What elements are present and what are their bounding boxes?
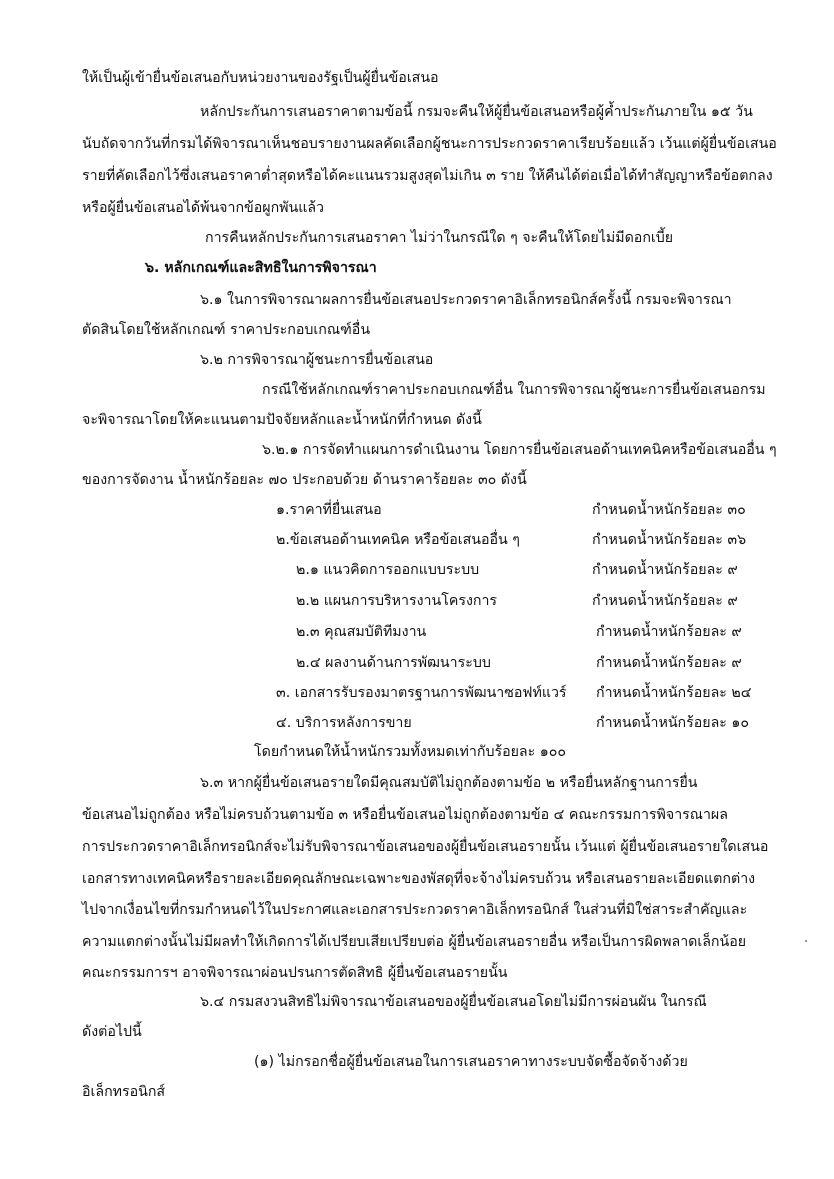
criteria-item: ๒.๓ คุณสมบัติทีมงาน <box>296 624 427 640</box>
criteria-item: ๒.๑ แนวคิดการออกแบบระบบ <box>296 562 480 578</box>
paragraph-line: นับถัดจากวันที่กรมได้พิจารณาเห็นชอบรายงานผลคัดเลือกผู้ชนะการประกวดราคาเรียบร้อยแล้ว เว้นแต่ผู้ยื่นข้อเสนอ <box>82 136 777 152</box>
paragraph-line: รายที่คัดเลือกไว้ซึ่งเสนอราคาต่ำสุดหรือได้คะแนนรวมสูงสุดไม่เกิน ๓ ราย ให้คืนได้ต่อเมื่อได้ทำสัญญาหรือข้อตกลง <box>82 168 773 184</box>
paragraph-line: โดยกำหนดให้น้ำหนักรวมทั้งหมดเท่ากับร้อยละ ๑๐๐ <box>254 744 567 760</box>
paragraph-line: (๑) ไม่กรอกชื่อผู้ยื่นข้อเสนอในการเสนอราคาทางระบบจัดซื้อจัดจ้างด้วย <box>254 1054 688 1070</box>
criteria-item: ๒.๒ แผนการบริหารงานโครงการ <box>296 593 498 609</box>
criteria-weight: กำหนดน้ำหนักร้อยละ ๓๖ <box>592 532 747 548</box>
paragraph-line: ๖.๔ กรมสงวนสิทธิไม่พิจารณาข้อเสนอของผู้ยื่นข้อเสนอโดยไม่มีการผ่อนผัน ในกรณี <box>200 994 707 1010</box>
criteria-item: ๔. บริการหลังการขาย <box>276 715 412 731</box>
paragraph-line: ๖.๑ ในการพิจารณาผลการยื่นข้อเสนอประกวดราคาอิเล็กทรอนิกส์ครั้งนี้ กรมจะพิจารณา <box>200 292 732 308</box>
criteria-weight: กำหนดน้ำหนักร้อยละ ๙ <box>596 624 742 640</box>
paragraph-line: การคืนหลักประกันการเสนอราคา ไม่ว่าในกรณีใด ๆ จะคืนให้โดยไม่มีดอกเบี้ย <box>205 230 674 246</box>
paragraph-line: ข้อเสนอไม่ถูกต้อง หรือไม่ครบถ้วนตามข้อ ๓ หรือยื่นข้อเสนอไม่ถูกต้องตามข้อ ๔ คณะกรรมการพิจารณาผล <box>82 807 728 823</box>
paragraph-line: จะพิจารณาโดยให้คะแนนตามปัจจัยหลักและน้ำหนักที่กำหนด ดังนี้ <box>82 412 482 428</box>
paragraph-line: เอกสารทางเทคนิคหรือรายละเอียดคุณลักษณะเฉพาะของพัสดุที่จะจ้างไม่ครบถ้วน หรือเสนอรายละเอียดแตกต่าง <box>82 871 756 887</box>
criteria-item: ๒.๔ ผลงานด้านการพัฒนาระบบ <box>296 655 491 671</box>
section-heading: ๖. หลักเกณฑ์และสิทธิในการพิจารณา <box>145 260 377 276</box>
paragraph-line: หลักประกันการเสนอราคาตามข้อนี้ กรมจะคืนให้ผู้ยื่นข้อเสนอหรือผู้ค้ำประกันภายใน ๑๕ วัน <box>200 104 753 120</box>
paragraph-line: กรณีใช้หลักเกณฑ์ราคาประกอบเกณฑ์อื่น ในการพิจารณาผู้ชนะการยื่นข้อเสนอกรม <box>262 382 766 398</box>
paragraph-line: การประกวดราคาอิเล็กทรอนิกส์จะไม่รับพิจารณาข้อเสนอของผู้ยื่นข้อเสนอรายนั้น เว้นแต่ ผู้ยื่นข้อเสนอรายใดเสนอ <box>82 839 769 855</box>
criteria-weight: กำหนดน้ำหนักร้อยละ ๙ <box>592 562 738 578</box>
paragraph-line: คณะกรรมการฯ อาจพิจารณาผ่อนปรนการตัดสิทธิ ผู้ยื่นข้อเสนอรายนั้น <box>82 965 508 981</box>
criteria-item: ๑.ราคาที่ยื่นเสนอ <box>276 502 382 518</box>
paragraph-line: ไปจากเงื่อนไขที่กรมกำหนดไว้ในประกาศและเอกสารประกวดราคาอิเล็กทรอนิกส์ ในส่วนที่มิใช่สาระสำคัญและ <box>82 902 748 918</box>
criteria-weight: กำหนดน้ำหนักร้อยละ ๓๐ <box>592 502 746 518</box>
margin-mark <box>805 940 807 942</box>
paragraph-line: ๖.๒.๑ การจัดทำแผนการดำเนินงาน โดยการยื่นข้อเสนอด้านเทคนิคหรือข้อเสนออื่น ๆ <box>262 442 777 458</box>
paragraph-line: ให้เป็นผู้เข้ายื่นข้อเสนอกับหน่วยงานของรัฐเป็นผู้ยื่นข้อเสนอ <box>82 70 439 86</box>
criteria-weight: กำหนดน้ำหนักร้อยละ ๙ <box>596 655 742 671</box>
paragraph-line: ๖.๓ หากผู้ยื่นข้อเสนอรายใดมีคุณสมบัติไม่ถูกต้องตามข้อ ๒ หรือยื่นหลักฐานการยื่น <box>200 775 698 791</box>
criteria-weight: กำหนดน้ำหนักร้อยละ ๙ <box>592 593 738 609</box>
criteria-weight: กำหนดน้ำหนักร้อยละ ๑๐ <box>596 715 750 731</box>
paragraph-line: ตัดสินโดยใช้หลักเกณฑ์ ราคาประกอบเกณฑ์อื่น <box>82 322 371 338</box>
criteria-item: ๓. เอกสารรับรองมาตรฐานการพัฒนาซอฟท์แวร์ <box>276 685 567 701</box>
paragraph-line: ของการจัดงาน น้ำหนักร้อยละ ๗๐ ประกอบด้วย ด้านราคาร้อยละ ๓๐ ดังนี้ <box>82 472 527 488</box>
paragraph-line: อิเล็กทรอนิกส์ <box>82 1084 166 1100</box>
paragraph-line: หรือผู้ยื่นข้อเสนอได้พ้นจากข้อผูกพันแล้ว <box>82 200 325 216</box>
paragraph-line: ความแตกต่างนั้นไม่มีผลทำให้เกิดการได้เปรียบเสียเปรียบต่อ ผู้ยื่นข้อเสนอรายอื่น หรือเป็นการผิดพลาดเล็กน้อย <box>82 934 747 950</box>
criteria-item: ๒.ข้อเสนอด้านเทคนิค หรือข้อเสนออื่น ๆ <box>276 532 520 548</box>
paragraph-line: ๖.๒ การพิจารณาผู้ชนะการยื่นข้อเสนอ <box>200 352 434 368</box>
paragraph-line: ดังต่อไปนี้ <box>82 1024 142 1040</box>
criteria-weight: กำหนดน้ำหนักร้อยละ ๒๔ <box>596 685 752 701</box>
